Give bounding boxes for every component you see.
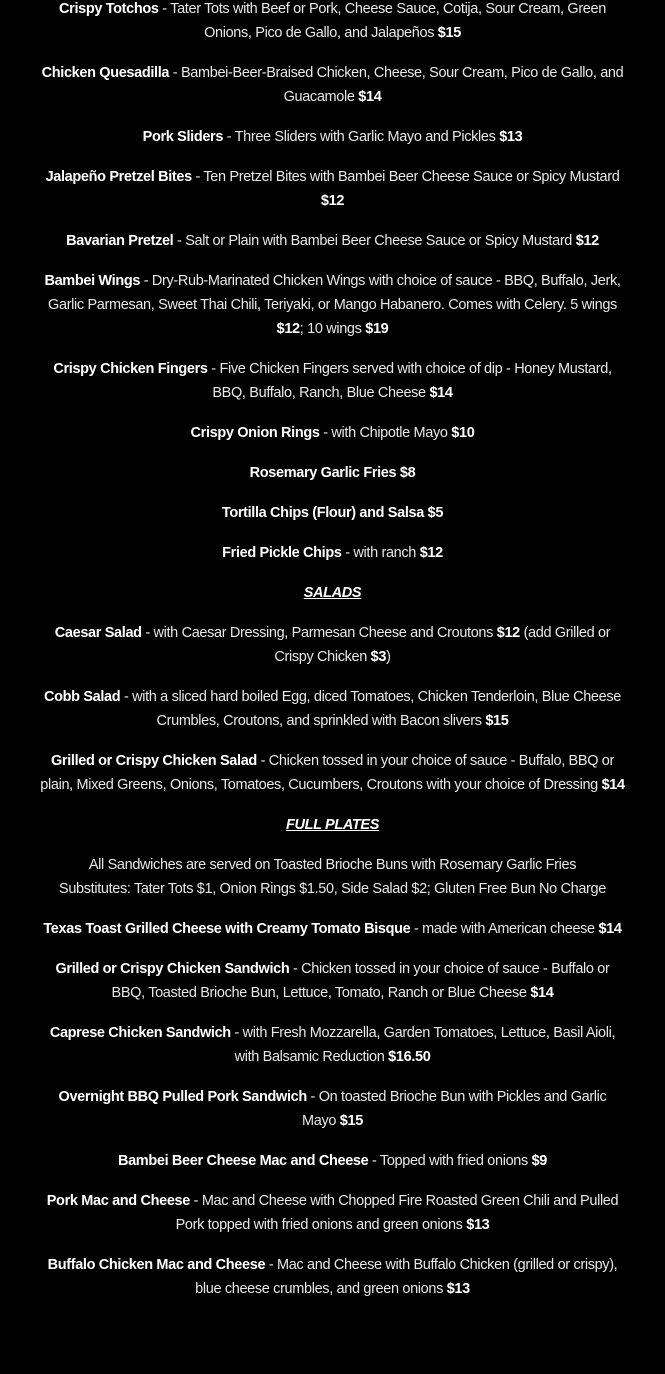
menu-item-texas-toast-grilled-cheese: [40, 917, 625, 941]
item-name: Pork Sliders: [142, 129, 224, 145]
item-name: Buffalo Chicken Mac and Cheese: [47, 1257, 266, 1273]
menu-item-chicken-quesadilla: [40, 61, 625, 109]
note-line-substitutes: Substitutes: Tater Tots $1, Onion Rings $1.50, Side Salad $2; Gluten Free Bun No Charge: [59, 881, 606, 897]
item-name: Tortilla Chips (Flour) and Salsa: [221, 505, 424, 521]
item-description: - Topped with fried onions: [368, 1153, 532, 1169]
full-plates-note: [40, 853, 625, 901]
section-heading-salads: SALADS: [303, 585, 362, 601]
item-price: $12: [419, 545, 443, 561]
item-name: Jalapeño Pretzel Bites: [45, 169, 192, 185]
menu: [40, 0, 625, 1317]
item-name: Crispy Chicken Fingers: [53, 361, 208, 377]
item-name: Rosemary Garlic Fries: [249, 465, 397, 481]
item-price: $8: [399, 465, 416, 481]
item-name: Bambei Beer Cheese Mac and Cheese: [117, 1153, 369, 1169]
item-name: Texas Toast Grilled Cheese with Creamy Tomato Bisque: [43, 921, 411, 937]
item-description: - Ten Pretzel Bites with Bambei Beer Cheese Sauce or Spicy Mustard: [191, 169, 620, 185]
item-description: - Salt or Plain with Bambei Beer Cheese Sauce or Spicy Mustard: [173, 233, 576, 249]
menu-item-tortilla-chips: [40, 501, 625, 525]
item-addon: (add Grilled or Crispy Chicken: [274, 625, 611, 665]
item-price: $13: [466, 1217, 490, 1233]
item-price-5-wings: $12: [276, 321, 300, 337]
item-name: Grilled or Crispy Chicken Salad: [51, 753, 257, 769]
item-description: - made with American cheese: [410, 921, 599, 937]
item-name: Fried Pickle Chips: [222, 545, 342, 561]
menu-item-caesar-salad: [40, 621, 625, 669]
item-price: $10: [451, 425, 475, 441]
item-price: $14: [358, 89, 382, 105]
menu-item-bavarian-pretzel: [40, 229, 625, 253]
item-name: Cobb Salad: [44, 689, 121, 705]
item-description: - with Fresh Mozzarella, Garden Tomatoes, Lettuce, Basil Aioli, with Balsamic Reduction: [230, 1025, 616, 1065]
item-description: - Dry-Rub-Marinated Chicken Wings with choice of sauce - BBQ, Buffalo, Jerk, Garlic Parmesan, Sweet Thai Chili, Teriyaki, or Mango Habanero. Comes with Celery. 5 wings: [48, 273, 621, 313]
item-price: $12: [320, 193, 345, 209]
menu-item-crispy-totchos: [40, 0, 625, 45]
item-name: Bambei Wings: [44, 273, 141, 289]
menu-item-rosemary-garlic-fries: [40, 461, 625, 485]
item-description: - Three Sliders with Garlic Mayo and Pickles: [223, 129, 500, 145]
item-addon-close: ): [386, 649, 391, 665]
item-name: Caprese Chicken Sandwich: [49, 1025, 231, 1041]
item-description: - Chicken tossed in your choice of sauce - Buffalo, BBQ or plain, Mixed Greens, Onions, Tomatoes, Cucumbers, Croutons with your choice of Dressing: [40, 753, 614, 793]
item-description-10-wings: ; 10 wings: [299, 321, 366, 337]
item-name: Overnight BBQ Pulled Pork Sandwich: [58, 1089, 307, 1105]
item-price: $15: [437, 25, 461, 41]
menu-item-chicken-sandwich: [40, 957, 625, 1005]
item-description: - Mac and Cheese with Buffalo Chicken (grilled or crispy), blue cheese crumbles, and green onions: [195, 1257, 618, 1297]
item-price-10-wings: $19: [365, 321, 389, 337]
menu-item-pork-sliders: [40, 125, 625, 149]
item-description: - Bambei-Beer-Braised Chicken, Cheese, Sour Cream, Pico de Gallo, and Guacamole: [169, 65, 624, 105]
menu-item-bambei-wings: [40, 269, 625, 341]
note-line-buns: All Sandwiches are served on Toasted Brioche Buns with Rosemary Garlic Fries: [88, 857, 577, 873]
menu-item-jalapeno-pretzel-bites: [40, 165, 625, 213]
menu-item-buffalo-chicken-mac: [40, 1253, 625, 1301]
item-name: Crispy Onion Rings: [190, 425, 320, 441]
item-price: $16.50: [388, 1049, 431, 1065]
menu-item-caprese-chicken-sandwich: [40, 1021, 625, 1069]
item-description: - with ranch: [341, 545, 420, 561]
item-price: $14: [530, 985, 554, 1001]
menu-item-crispy-chicken-fingers: [40, 357, 625, 405]
item-description: - with Chipotle Mayo: [319, 425, 452, 441]
item-name: Pork Mac and Cheese: [46, 1193, 190, 1209]
item-price: $14: [429, 385, 453, 401]
item-price: $5: [427, 505, 444, 521]
menu-item-cobb-salad: [40, 685, 625, 733]
item-price: $15: [485, 713, 509, 729]
section-heading-full-plates: FULL PLATES: [285, 817, 380, 833]
menu-item-crispy-onion-rings: [40, 421, 625, 445]
item-name: Chicken Quesadilla: [41, 65, 170, 81]
item-description: - Chicken tossed in your choice of sauce - Buffalo or BBQ, Toasted Brioche Bun, Lettuce, Tomato, Ranch or Blue Cheese: [111, 961, 610, 1001]
item-price: $13: [499, 129, 523, 145]
menu-item-chicken-salad: [40, 749, 625, 797]
menu-item-bbq-pulled-pork-sandwich: [40, 1085, 625, 1133]
item-price: $15: [339, 1113, 363, 1129]
item-price: $14: [601, 777, 625, 793]
item-description: - Tater Tots with Beef or Pork, Cheese Sauce, Cotija, Sour Cream, Green Onions, Pico de Gallo, and Jalapeños: [158, 1, 606, 41]
item-description: - with Caesar Dressing, Parmesan Cheese and Croutons: [141, 625, 497, 641]
item-price: $9: [531, 1153, 548, 1169]
item-description: - On toasted Brioche Bun with Pickles and Garlic Mayo: [302, 1089, 607, 1129]
item-description: - Five Chicken Fingers served with choice of dip - Honey Mustard, BBQ, Buffalo, Ranch, Blue Cheese: [207, 361, 612, 401]
item-description: - Mac and Cheese with Chopped Fire Roasted Green Chili and Pulled Pork topped with fried onions and green onions: [175, 1193, 619, 1233]
menu-item-beer-cheese-mac: [40, 1149, 625, 1173]
menu-item-fried-pickle-chips: [40, 541, 625, 565]
item-name: Grilled or Crispy Chicken Sandwich: [55, 961, 290, 977]
item-description: - with a sliced hard boiled Egg, diced Tomatoes, Chicken Tenderloin, Blue Cheese Crumbles, Croutons, and sprinkled with Bacon slivers: [120, 689, 621, 729]
item-price: $12: [575, 233, 599, 249]
item-price: $12: [496, 625, 520, 641]
item-name: Caesar Salad: [54, 625, 142, 641]
item-name: Crispy Totchos: [59, 1, 159, 17]
item-name: Bavarian Pretzel: [66, 233, 174, 249]
item-addon-price: $3: [370, 649, 387, 665]
item-price: $13: [446, 1281, 470, 1297]
item-price: $14: [598, 921, 622, 937]
menu-item-pork-mac: [40, 1189, 625, 1237]
